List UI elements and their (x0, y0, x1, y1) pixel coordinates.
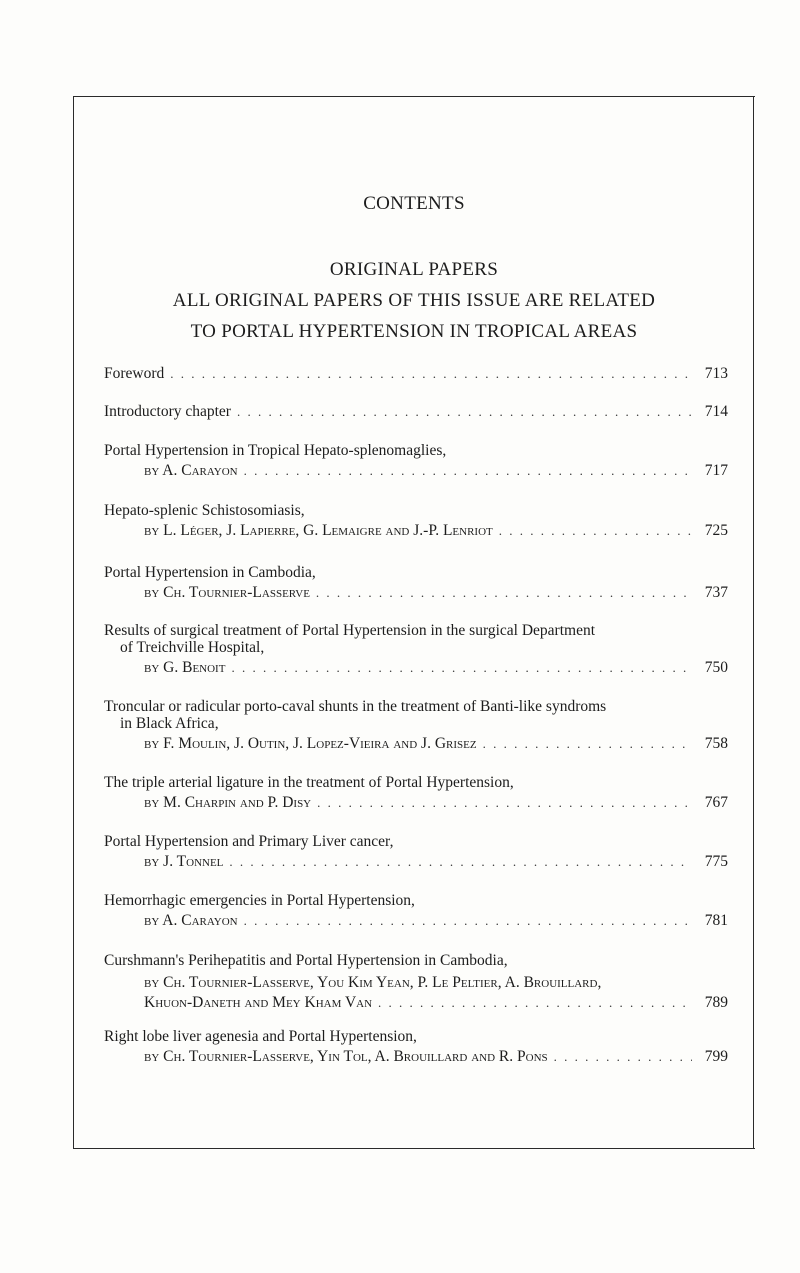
frame-bottom-rule (73, 1148, 755, 1149)
entry-title: Results of surgical treatment of Portal Hypertension in the surgical Department (104, 622, 596, 639)
page-number: 713 (704, 365, 728, 382)
toc-entry-foreword[interactable] (104, 364, 728, 384)
toc-entry-introductory[interactable] (104, 402, 728, 422)
entry-title: Hemorrhagic emergencies in Portal Hypertension, (104, 892, 415, 909)
frame-left-rule (73, 96, 74, 1148)
entry-byline: by L. Léger, J. Lapierre, G. Lemaigre and J.-P. Lenriot (144, 522, 493, 539)
page-number: 714 (704, 403, 728, 420)
entry-title: The triple arterial ligature in the treatment of Portal Hypertension, (104, 774, 514, 791)
entry-byline: by F. Moulin, J. Outin, J. Lopez-Vieira and J. Grisez (144, 735, 477, 752)
dot-leader (244, 911, 692, 931)
entry-title: Right lobe liver agenesia and Portal Hypertension, (104, 1028, 417, 1045)
page-number: 737 (704, 584, 728, 601)
toc-entry-banti-syndroms[interactable] (104, 697, 728, 754)
dot-leader (554, 1047, 692, 1067)
entry-byline: by Ch. Tournier-Lasserve, Yin Tol, A. Brouillard and R. Pons (144, 1048, 548, 1065)
entry-byline: by A. Carayon (144, 462, 238, 479)
page-number: 775 (704, 853, 728, 870)
entry-byline: by Ch. Tournier-Lasserve, You Kim Yean, P. Le Peltier, A. Brouillard, (144, 974, 602, 991)
page-number: 781 (704, 912, 728, 929)
dot-leader (483, 734, 692, 754)
entry-title: Troncular or radicular porto-caval shunts in the treatment of Banti-like syndroms (104, 698, 607, 715)
entry-byline: by G. Benoit (144, 659, 226, 676)
entry-title-continued: of Treichville Hospital, (120, 639, 265, 656)
toc-entry-hemorrhagic[interactable] (104, 891, 728, 931)
toc-entry-cambodia[interactable] (104, 563, 728, 603)
page-number: 750 (704, 659, 728, 676)
entry-byline: by M. Charpin and P. Disy (144, 794, 312, 811)
entry-byline-continued: Khuon-Daneth and Mey Kham Van (144, 994, 373, 1011)
toc-entry-hepato-splenomaglies[interactable] (104, 441, 728, 481)
dot-leader (499, 521, 692, 541)
page-number: 789 (704, 994, 728, 1011)
entry-title: Portal Hypertension and Primary Liver cancer, (104, 833, 394, 850)
original-papers-heading: ORIGINAL PAPERS (329, 259, 499, 280)
dot-leader (170, 364, 692, 384)
frame-top-rule (73, 96, 755, 97)
entry-byline: by A. Carayon (144, 912, 238, 929)
page-number: 799 (704, 1048, 728, 1065)
entry-title-continued: in Black Africa, (120, 715, 219, 732)
page-number: 717 (704, 462, 728, 479)
toc-entry-arterial-ligature[interactable] (104, 773, 728, 813)
entry-title: Portal Hypertension in Tropical Hepato-splenomaglies, (104, 442, 447, 459)
entry-byline: by Ch. Tournier-Lasserve (144, 584, 310, 601)
related-heading-line1: ALL ORIGINAL PAPERS OF THIS ISSUE ARE RELATED (172, 290, 656, 311)
dot-leader (229, 852, 692, 872)
dot-leader (317, 793, 692, 813)
entry-title: Introductory chapter (104, 403, 231, 420)
toc-entry-schistosomiasis[interactable] (104, 501, 728, 541)
toc-entry-liver-cancer[interactable] (104, 832, 728, 872)
toc-entry-liver-agenesia[interactable] (104, 1027, 728, 1067)
page-number: 725 (704, 522, 728, 539)
contents-heading: CONTENTS (363, 193, 465, 214)
dot-leader (378, 993, 692, 1013)
entry-byline: by J. Tonnel (144, 853, 224, 870)
frame-right-rule (753, 96, 754, 1148)
dot-leader (316, 583, 692, 603)
page-number: 767 (704, 794, 728, 811)
related-heading-line2: TO PORTAL HYPERTENSION IN TROPICAL AREAS (190, 321, 638, 342)
entry-title: Hepato-splenic Schistosomiasis, (104, 502, 305, 519)
page-number: 758 (704, 735, 728, 752)
entry-title: Curshmann's Perihepatitis and Portal Hypertension in Cambodia, (104, 952, 508, 969)
dot-leader (231, 658, 692, 678)
toc-entry-treichville[interactable] (104, 621, 728, 678)
entry-title: Foreword (104, 365, 165, 382)
toc-entry-perihepatitis[interactable] (104, 951, 728, 1013)
entry-title: Portal Hypertension in Cambodia, (104, 564, 316, 581)
dot-leader (244, 461, 692, 481)
dot-leader (237, 402, 692, 422)
